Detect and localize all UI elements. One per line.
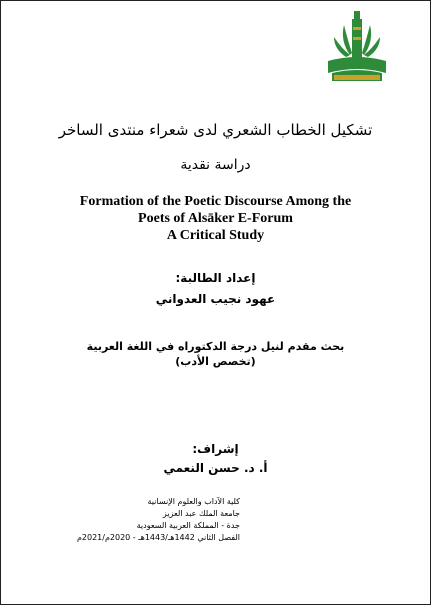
academic-term: الفصل الثاني 1442هـ/1443هـ - 2020م/2021م [76, 533, 240, 542]
student-name: عهود نجيب العدواني [155, 292, 276, 306]
supervisor-name: أ. د. حسن النعمي [163, 461, 268, 475]
prepared-by-label: إعداد الطالبة: [175, 271, 256, 285]
arabic-title: تشكيل الخطاب الشعري لدى شعراء منتدى الساخر [58, 121, 373, 139]
university-logo [322, 7, 392, 89]
supervision-label: إشراف: [192, 442, 239, 456]
location: جدة - المملكة العربية السعودية [136, 521, 240, 530]
college-name: كلية الآداب والعلوم الإنسانية [147, 497, 240, 506]
university-name: جامعة الملك عبد العزيز [162, 509, 240, 518]
english-title-line-3: A Critical Study [166, 228, 265, 243]
thesis-specialization: (تخصص الأدب) [175, 355, 256, 368]
english-title-line-2: Poets of Alsāker E-Forum [138, 211, 293, 226]
arabic-subtitle: دراسة نقدية [180, 157, 251, 173]
english-title-line-1: Formation of the Poetic Discourse Among the [79, 194, 352, 209]
thesis-statement: بحث مقدم لنيل درجة الدكتوراه في اللغة العربية [86, 340, 345, 353]
